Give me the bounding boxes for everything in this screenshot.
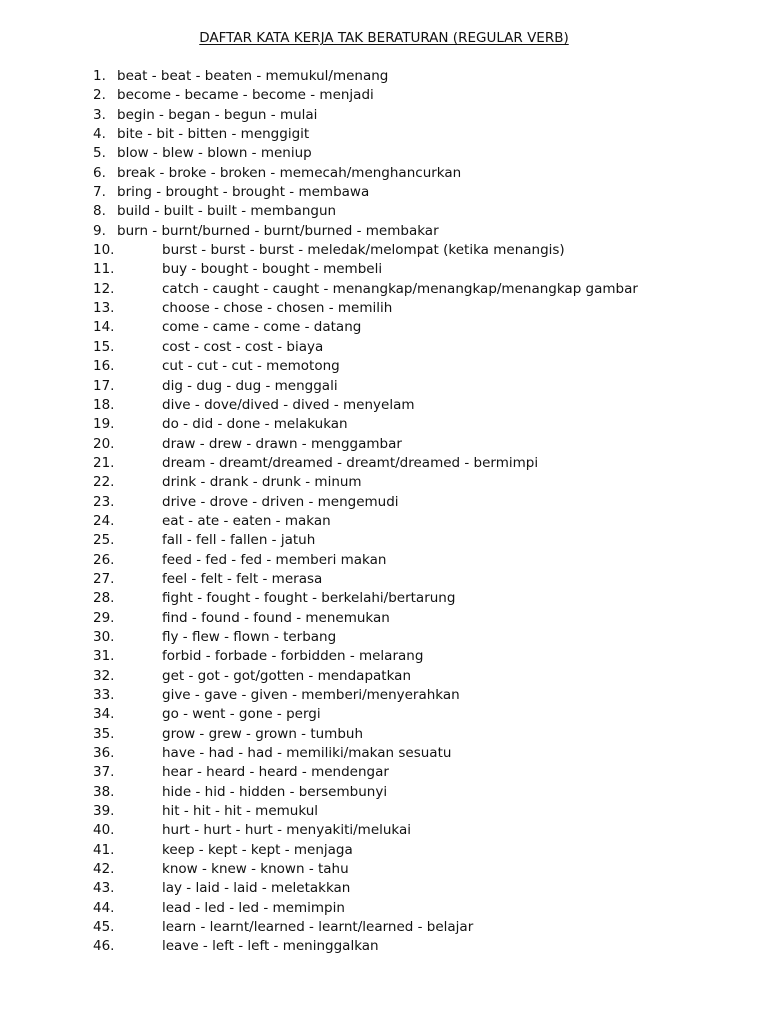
list-item-text: learn - learnt/learned - learnt/learned - belajar <box>162 919 474 936</box>
list-item-text: lead - led - led - memimpin <box>162 899 345 916</box>
list-item-text: give - gave - given - memberi/menyerahkan <box>162 687 460 703</box>
list-item <box>0 705 768 724</box>
list-item <box>0 338 768 357</box>
list-item-text: hear - heard - heard - mendengar <box>162 764 389 781</box>
list-item-number: 31. <box>93 648 115 665</box>
list-item-number: 5. <box>93 145 106 162</box>
list-item-number: 9. <box>93 222 106 239</box>
list-item <box>0 744 768 763</box>
list-item-number: 30. <box>93 628 115 645</box>
document-title: DAFTAR KATA KERJA TAK BERATURAN (REGULAR VERB) <box>199 30 569 46</box>
list-item-number: 46. <box>93 938 115 955</box>
list-item-number: 21. <box>93 454 115 471</box>
list-item-number: 25. <box>93 532 115 549</box>
list-item-number: 10. <box>93 242 115 259</box>
list-item-text: hurt - hurt - hurt - menyakiti/melukai <box>162 822 412 839</box>
list-item <box>0 377 768 396</box>
list-item <box>0 628 768 647</box>
list-item-text: fly - flew - flown - terbang <box>162 628 337 645</box>
list-item-number: 40. <box>93 822 115 839</box>
list-item-number: 18. <box>93 396 115 413</box>
list-item-number: 16. <box>93 358 115 375</box>
list-item-number: 8. <box>93 203 106 220</box>
list-item <box>0 222 768 241</box>
list-item-number: 20. <box>93 435 115 452</box>
list-item-number: 11. <box>93 261 115 278</box>
list-item <box>0 144 768 163</box>
list-item-number: 38. <box>93 783 115 800</box>
list-item <box>0 512 768 531</box>
list-item <box>0 918 768 937</box>
list-item-number: 1. <box>93 68 106 84</box>
list-item <box>0 396 768 415</box>
list-item <box>0 299 768 318</box>
list-item-number: 22. <box>93 474 115 491</box>
list-item-text: bring - brought - brought - membawa <box>117 184 370 201</box>
list-item-text: know - knew - known - tahu <box>162 861 349 878</box>
list-item <box>0 686 768 705</box>
list-item-number: 12. <box>93 280 115 297</box>
list-item-text: keep - kept - kept - menjaga <box>162 841 353 858</box>
list-item-number: 43. <box>93 880 115 897</box>
list-item <box>0 783 768 802</box>
list-item-number: 29. <box>93 609 115 626</box>
list-item-number: 24. <box>93 512 115 529</box>
list-item-number: 28. <box>93 590 115 607</box>
list-item <box>0 454 768 473</box>
list-item-text: feel - felt - felt - merasa <box>162 570 323 587</box>
list-item-number: 34. <box>93 706 115 723</box>
list-item <box>0 551 768 570</box>
list-item-number: 44. <box>93 899 115 916</box>
list-item-text: drink - drank - drunk - minum <box>162 474 362 491</box>
list-item-number: 35. <box>93 725 115 742</box>
list-item-number: 41. <box>93 841 115 858</box>
list-item <box>0 860 768 879</box>
list-item-text: feed - fed - fed - memberi makan <box>162 551 387 568</box>
list-item-number: 45. <box>93 919 115 936</box>
list-item-text: dream - dreamt/dreamed - dreamt/dreamed - bermimpi <box>162 454 539 471</box>
list-item-text: do - did - done - melakukan <box>162 416 348 433</box>
list-item <box>0 763 768 782</box>
list-item-text: build - built - built - membangun <box>117 203 337 220</box>
list-item-number: 27. <box>93 570 115 587</box>
list-item-number: 39. <box>93 803 115 820</box>
list-item-number: 17. <box>93 377 115 394</box>
list-item-number: 23. <box>93 493 115 510</box>
verb-list <box>0 67 768 957</box>
list-item-text: have - had - had - memiliki/makan sesuatu <box>162 745 452 762</box>
list-item <box>0 609 768 628</box>
list-item <box>0 241 768 260</box>
list-item-text: cost - cost - cost - biaya <box>162 338 324 355</box>
list-item-text: hide - hid - hidden - bersembunyi <box>162 783 388 800</box>
list-item <box>0 318 768 337</box>
list-item <box>0 570 768 589</box>
list-item-text: get - got - got/gotten - mendapatkan <box>162 667 411 684</box>
list-item <box>0 879 768 898</box>
list-item-number: 13. <box>93 300 115 317</box>
list-item-text: go - went - gone - pergi <box>162 706 321 723</box>
list-item-text: grow - grew - grown - tumbuh <box>162 725 364 742</box>
list-item-number: 4. <box>93 126 106 143</box>
list-item-text: lay - laid - laid - meletakkan <box>162 880 351 897</box>
list-item <box>0 821 768 840</box>
list-item <box>0 937 768 956</box>
list-item-text: buy - bought - bought - membeli <box>162 261 383 278</box>
list-item <box>0 531 768 550</box>
list-item-text: burst - burst - burst - meledak/melompat (ketika menangis) <box>162 242 565 259</box>
list-item-text: come - came - come - datang <box>162 319 362 336</box>
list-item-number: 14. <box>93 319 115 336</box>
list-item <box>0 357 768 376</box>
list-item-text: become - became - become - menjadi <box>117 87 374 104</box>
list-item-text: eat - ate - eaten - makan <box>162 512 331 529</box>
list-item-text: choose - chose - chosen - memilih <box>162 300 393 317</box>
list-item <box>0 260 768 279</box>
list-item <box>0 802 768 821</box>
list-item-text: dig - dug - dug - menggali <box>162 377 338 394</box>
list-item <box>0 280 768 299</box>
list-item-text: draw - drew - drawn - menggambar <box>162 435 402 452</box>
list-item <box>0 67 768 86</box>
list-item <box>0 86 768 105</box>
list-item-text: find - found - found - menemukan <box>162 609 390 626</box>
list-item-text: bite - bit - bitten - menggigit <box>117 126 310 143</box>
list-item-number: 33. <box>93 687 115 703</box>
list-item-text: cut - cut - cut - memotong <box>162 358 340 375</box>
list-item-number: 26. <box>93 551 115 568</box>
list-item-text: leave - left - left - meninggalkan <box>162 938 379 955</box>
list-item <box>0 589 768 608</box>
list-item-text: hit - hit - hit - memukul <box>162 803 319 820</box>
list-item-number: 3. <box>93 106 106 123</box>
list-item <box>0 435 768 454</box>
list-item-text: blow - blew - blown - meniup <box>117 145 312 162</box>
list-item-number: 6. <box>93 164 106 181</box>
list-item <box>0 415 768 434</box>
list-item <box>0 725 768 744</box>
list-item <box>0 164 768 183</box>
list-item-text: catch - caught - caught - menangkap/menangkap/menangkap gambar <box>162 280 638 297</box>
list-item-number: 19. <box>93 416 115 433</box>
list-item-text: fight - fought - fought - berkelahi/bertarung <box>162 590 456 607</box>
list-item-text: fall - fell - fallen - jatuh <box>162 532 316 549</box>
list-item-number: 2. <box>93 87 106 104</box>
list-item-text: break - broke - broken - memecah/menghancurkan <box>117 164 462 181</box>
list-item <box>0 841 768 860</box>
list-item-number: 37. <box>93 764 115 781</box>
list-item <box>0 473 768 492</box>
list-item-number: 15. <box>93 338 115 355</box>
list-item-text: beat - beat - beaten - memukul/menang <box>117 68 389 84</box>
list-item-text: drive - drove - driven - mengemudi <box>162 493 399 510</box>
list-item-text: burn - burnt/burned - burnt/burned - membakar <box>117 222 439 239</box>
list-item-text: dive - dove/dived - dived - menyelam <box>162 396 415 413</box>
list-item-number: 42. <box>93 861 115 878</box>
list-item <box>0 667 768 686</box>
list-item-text: forbid - forbade - forbidden - melarang <box>162 648 424 665</box>
list-item <box>0 106 768 125</box>
list-item-text: begin - began - begun - mulai <box>117 106 318 123</box>
list-item <box>0 899 768 918</box>
list-item <box>0 183 768 202</box>
list-item-number: 7. <box>93 184 106 201</box>
list-item <box>0 125 768 144</box>
list-item <box>0 493 768 512</box>
list-item <box>0 202 768 221</box>
list-item-number: 32. <box>93 667 115 684</box>
list-item <box>0 647 768 666</box>
list-item-number: 36. <box>93 745 115 762</box>
